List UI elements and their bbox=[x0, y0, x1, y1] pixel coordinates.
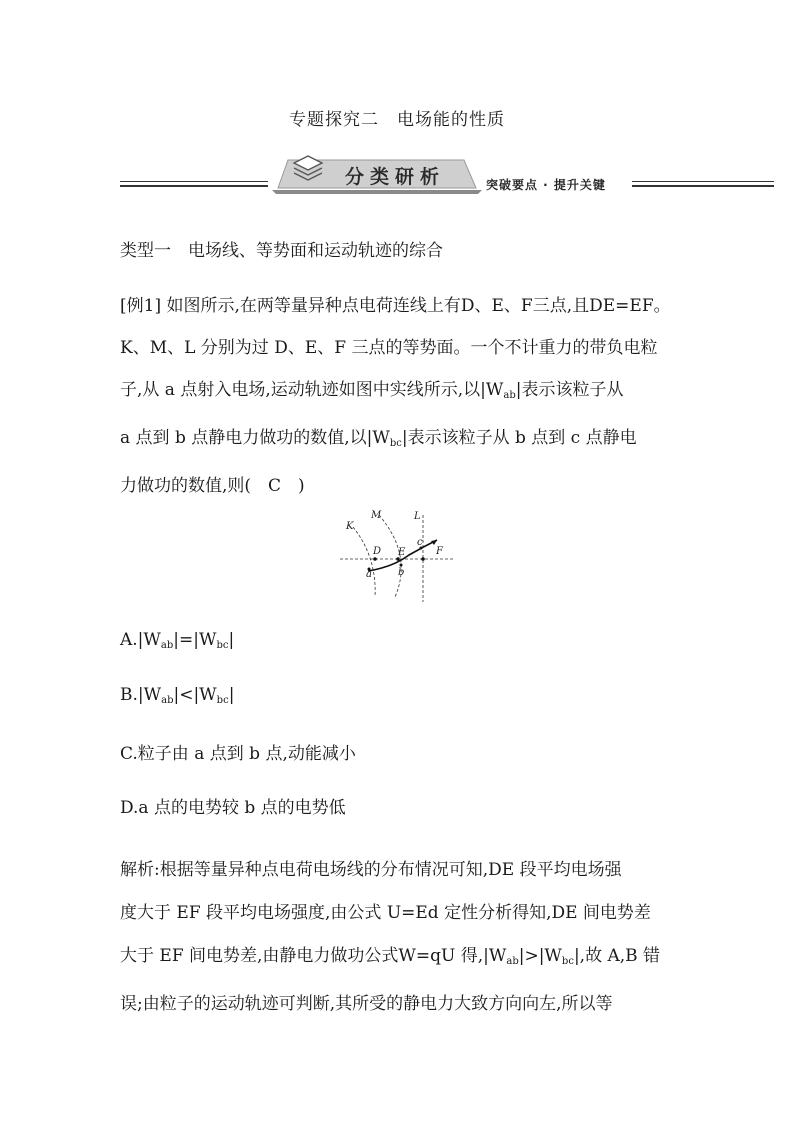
label-b: b bbox=[398, 567, 405, 578]
label-L: L bbox=[414, 511, 421, 522]
banner-rule-left bbox=[120, 181, 268, 182]
banner-title: 分类研析 bbox=[345, 166, 446, 188]
label-c: c bbox=[417, 537, 423, 548]
label-a: a bbox=[366, 569, 372, 580]
question-line: [例1] 如图所示,在两等量异种点电荷连线上有D、E、F三点,且DE=EF。 bbox=[120, 296, 671, 316]
label-M: M bbox=[371, 510, 382, 521]
solution-line: 大于 EF 间电势差,由静电力做功公式W=qU 得$,|W_{ab}|>|W_{bc}|$,故 A,B 错 bbox=[120, 946, 661, 967]
page-title: 专题探究二 电场能的性质 bbox=[289, 110, 505, 130]
solution-line: 解析:根据等量异种点电荷电场线的分布情况可知,DE 段平均电场强 bbox=[120, 860, 622, 880]
banner-rule-right bbox=[632, 181, 774, 182]
question-line: 力做功的数值,则( C ) bbox=[120, 476, 305, 496]
question-text bbox=[120, 285, 680, 507]
question-line: K、M、L 分别为过 D、E、F 三点的等势面。一个不计重力的带负电粒 bbox=[120, 338, 658, 358]
option-b: $B.|W_{ab}|<|W_{bc}|$ bbox=[120, 685, 235, 706]
label-K: K bbox=[346, 521, 354, 532]
question-line: 子,从 a 点射入电场,运动轨迹如图中实线所示,以$|W_{ab}|$表示该粒子从 bbox=[120, 380, 624, 401]
solution-text bbox=[120, 849, 680, 1026]
solution-line: 误;由粒子的运动轨迹可判断,其所受的静电力大致方向向左,所以等 bbox=[120, 994, 613, 1014]
option-c: C.粒子由 a 点到 b 点,动能减小 bbox=[120, 744, 356, 764]
electric-field-figure bbox=[335, 505, 460, 605]
section-heading: 类型一 电场线、等势面和运动轨迹的综合 bbox=[120, 241, 443, 261]
section-banner bbox=[120, 150, 774, 200]
option-a: $A.|W_{ab}|=|W_{bc}|$ bbox=[120, 630, 235, 651]
question-line: a 点到 b 点静电力做功的数值,以$|W_{bc}|$表示该粒子从 b 点到 c 点静电 bbox=[120, 428, 637, 449]
banner-rule-left-thick bbox=[120, 185, 268, 187]
banner-subtitle: 突破要点 · 提升关键 bbox=[486, 178, 606, 192]
solution-line: 度大于 EF 段平均电场强度,由公式 U=Ed 定性分析得知,DE 间电势差 bbox=[120, 903, 651, 923]
label-D: D bbox=[373, 546, 382, 557]
label-F: F bbox=[436, 546, 443, 557]
option-d: D.a 点的电势较 b 点的电势低 bbox=[120, 798, 346, 818]
label-E: E bbox=[398, 547, 406, 558]
banner-rule-right-thick bbox=[632, 185, 774, 187]
